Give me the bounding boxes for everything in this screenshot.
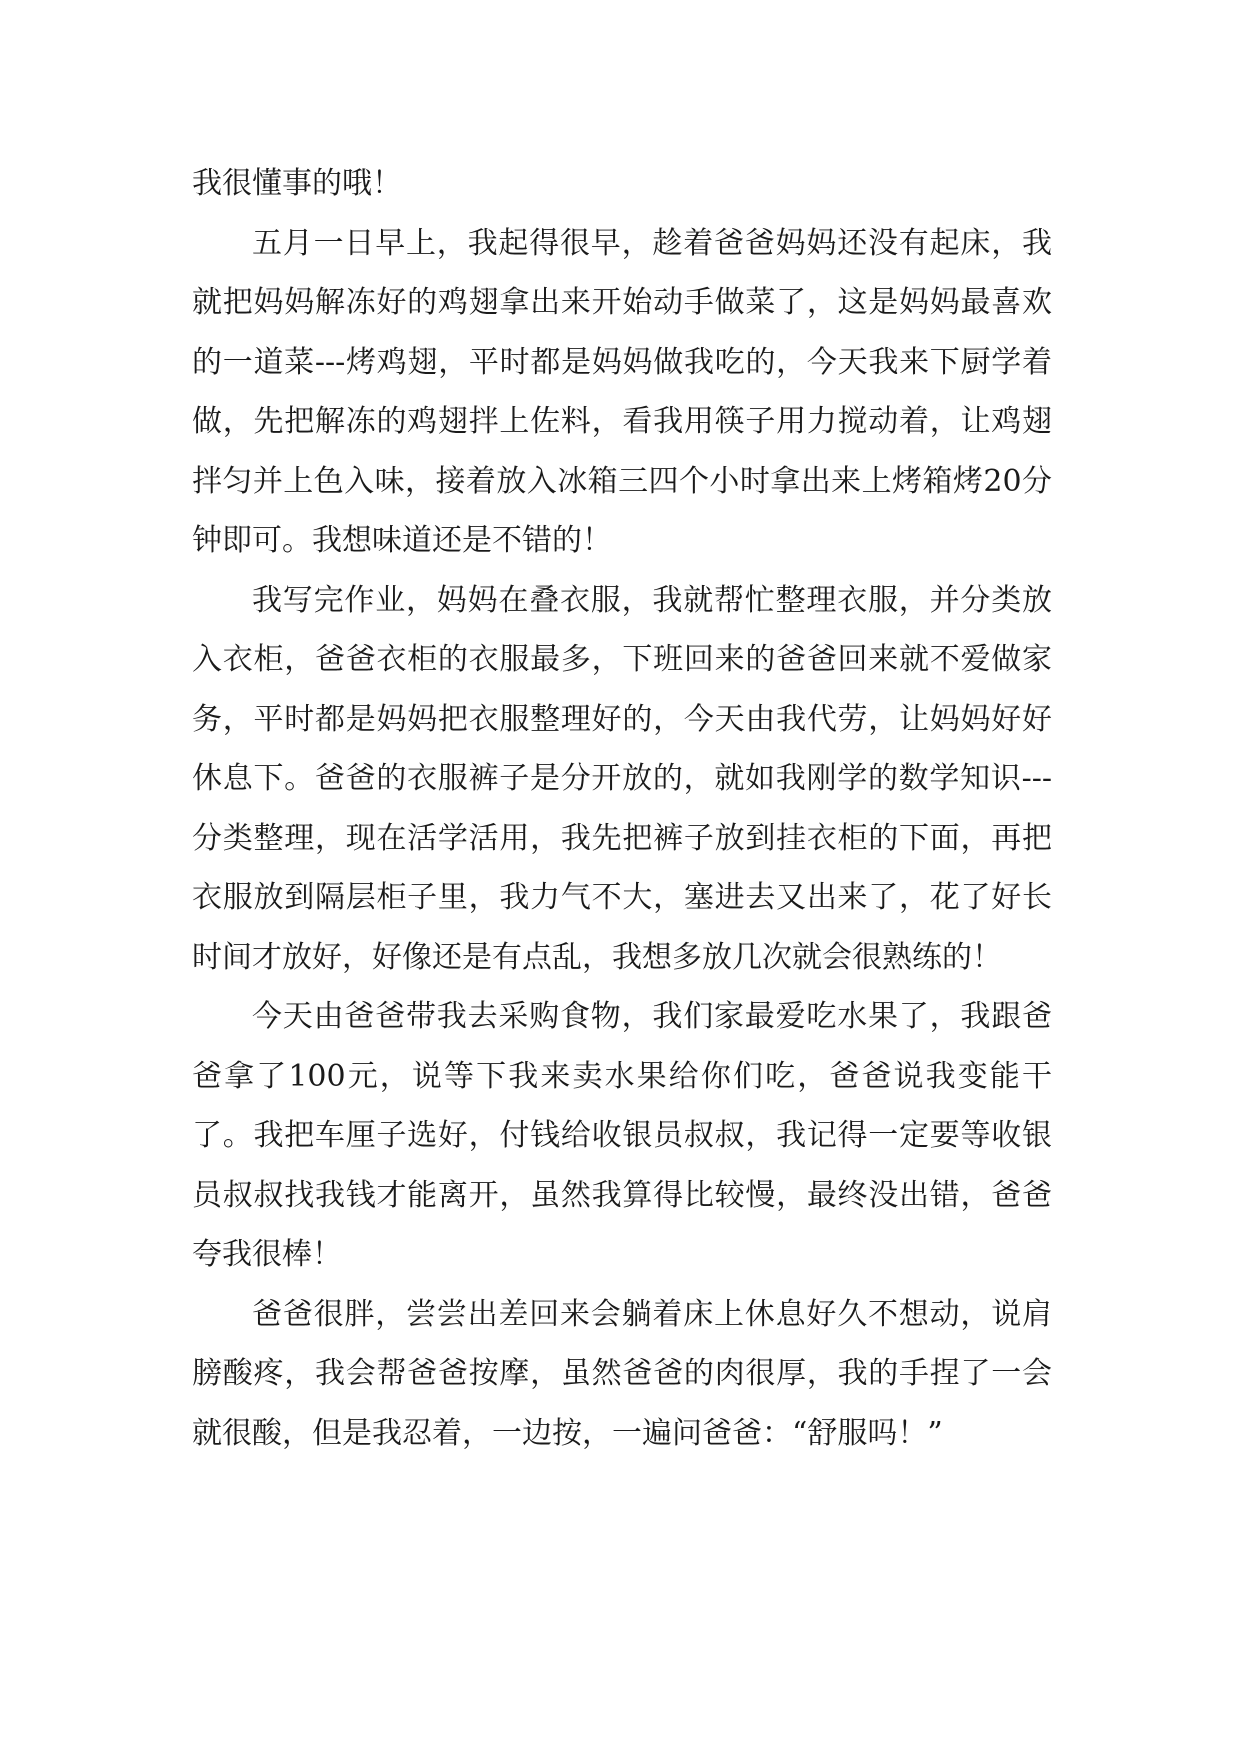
paragraph-2: 五月一日早上，我起得很早，趁着爸爸妈妈还没有起床，我就把妈妈解冻好的鸡翅拿出来开始动手做菜了，这是妈妈最喜欢的一道菜---烤鸡翅，平时都是妈妈做我吃的，今天我来下厨学着做，先把解冻的鸡翅拌上佐料，看我用筷子用力搅动着，让鸡翅拌匀并上色入味，接着放入冰箱三四个小时拿出来上烤箱烤20分钟即可。我想味道还是不错的！ — [192, 225, 1052, 558]
paragraph-4: 今天由爸爸带我去采购食物，我们家最爱吃水果了，我跟爸爸拿了100元，说等下我来卖水果给你们吃，爸爸说我变能干了。我把车厘子选好，付钱给收银员叔叔，我记得一定要等收银员叔叔找我钱才能离开，虽然我算得比较慢，最终没出错，爸爸夸我很棒！ — [192, 999, 1052, 1272]
paragraph-3: 我写完作业，妈妈在叠衣服，我就帮忙整理衣服，并分类放入衣柜，爸爸衣柜的衣服最多，下班回来的爸爸回来就不爱做家务，平时都是妈妈把衣服整理好的，今天由我代劳，让妈妈好好休息下。爸爸的衣服裤子是分开放的，就如我刚学的数学知识---分类整理，现在活学活用，我先把裤子放到挂衣柜的下面，再把衣服放到隔层柜子里，我力气不大，塞进去又出来了，花了好长时间才放好，好像还是有点乱，我想多放几次就会很熟练的！ — [192, 582, 1052, 975]
paragraph-5: 爸爸很胖，尝尝出差回来会躺着床上休息好久不想动，说肩膀酸疼，我会帮爸爸按摩，虽然爸爸的肉很厚，我的手捏了一会就很酸，但是我忍着，一边按，一遍问爸爸：“舒服吗！” — [192, 1296, 1052, 1451]
document-body — [192, 154, 1052, 1463]
paragraph-1: 我很懂事的哦！ — [192, 166, 402, 201]
